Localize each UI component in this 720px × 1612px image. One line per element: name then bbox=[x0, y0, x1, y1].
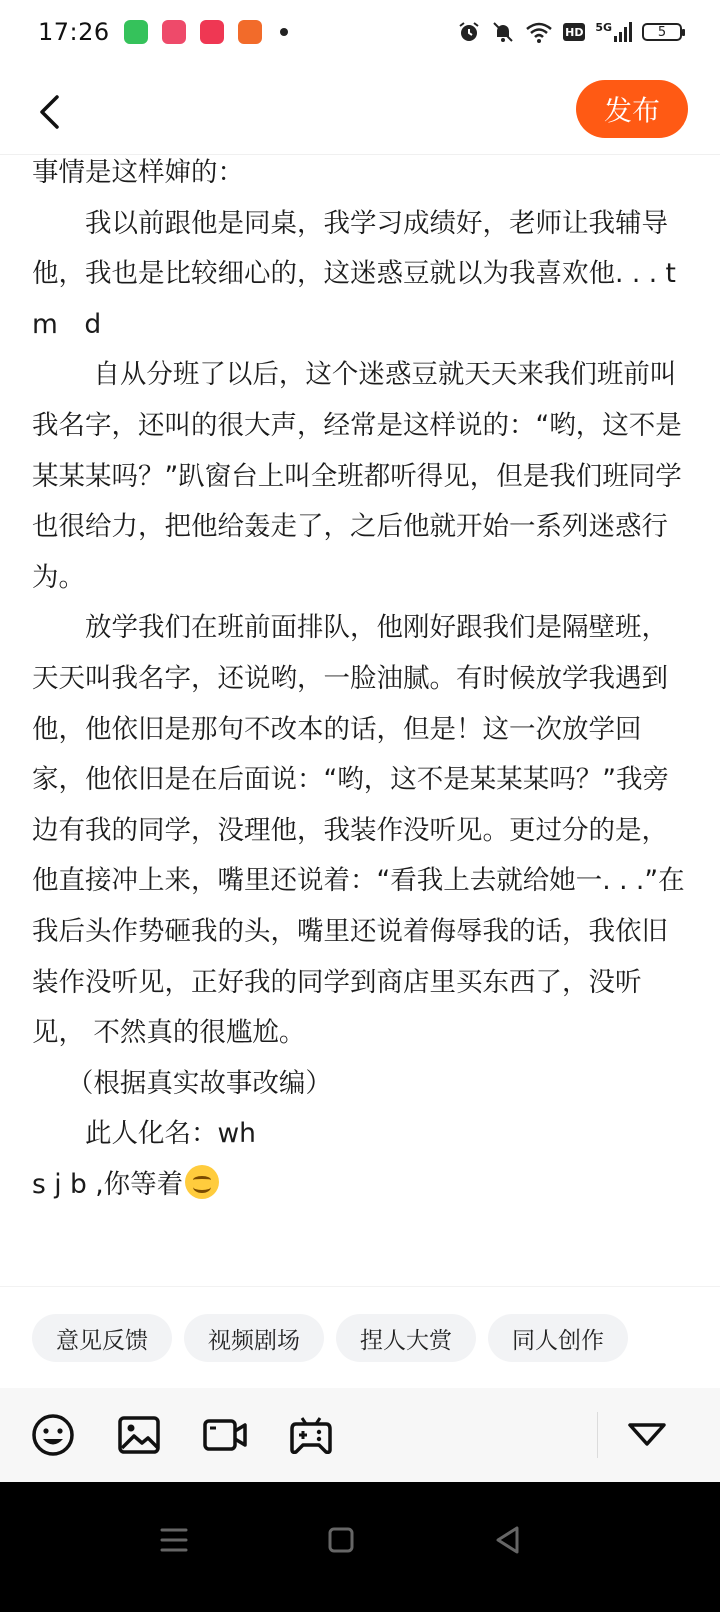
image-button[interactable] bbox=[116, 1412, 162, 1458]
alarm-icon bbox=[457, 20, 481, 44]
paragraph: 放学我们在班前面排队，他刚好跟我们是隔壁班，天天叫我名字，还说哟，一脸油腻。有时候放学我遇到他，他依旧是那句不改本的话，但是！这一次放学回家，他依旧是在后面说：“哟，这不是某某某吗？”我旁边有我的同学，没理他，我装作没听见。更过分的是，他直接冲上来，嘴里还说着：“看我上去就给她一. . .”在我后头作势砸我的头，嘴里还说着侮辱我的话，我依旧装作没听见，正好我的同学到商店里买东西了，没听见， 不然真的很尴尬。 bbox=[32, 612, 685, 1049]
network-type-label: 5G bbox=[595, 21, 612, 34]
collapse-keyboard-button[interactable] bbox=[624, 1412, 670, 1458]
paragraph: 自从分班了以后，这个迷惑豆就天天来我们班前叫我名字，还叫的很大声，经常是这样说的：“哟，这不是某某某吗？”趴窗台上叫全班都听得见，但是我们班同学也很给力，把他给轰走了，之后他就开始一系列迷惑行为。 bbox=[32, 359, 682, 593]
menu-icon bbox=[144, 1510, 204, 1570]
paragraph: 我以前跟他是同桌，我学习成绩好，老师让我辅导他，我也是比较细心的，这迷惑豆就以为我喜欢他. . . t m d bbox=[32, 207, 703, 340]
triangle-down-icon bbox=[624, 1412, 670, 1458]
triangle-left-icon bbox=[478, 1510, 538, 1570]
game-button[interactable] bbox=[288, 1412, 334, 1458]
tag-fan-creation[interactable]: 同人创作 bbox=[488, 1314, 628, 1362]
square-icon bbox=[311, 1510, 371, 1570]
battery-icon: 5 bbox=[642, 23, 682, 41]
app-notification-icon bbox=[162, 20, 186, 44]
status-time: 17:26 bbox=[38, 18, 110, 46]
signal-5g bbox=[595, 22, 632, 42]
app-notification-icon bbox=[238, 20, 262, 44]
gamepad-icon bbox=[288, 1412, 334, 1458]
paragraph-text: s j b ,你等着 bbox=[32, 1168, 184, 1200]
emoji-button[interactable] bbox=[30, 1412, 76, 1458]
status-left bbox=[38, 18, 288, 46]
home-button[interactable] bbox=[311, 1510, 371, 1570]
system-nav-bar bbox=[0, 1482, 720, 1612]
paragraph: （根据真实故事改编） bbox=[32, 1067, 332, 1099]
last-paragraph bbox=[32, 1160, 692, 1211]
chevron-left-icon bbox=[37, 94, 63, 130]
divider bbox=[0, 1286, 720, 1287]
topic-tags bbox=[32, 1314, 628, 1362]
tag-video-theater[interactable]: 视频剧场 bbox=[184, 1314, 324, 1362]
app-notification-icon bbox=[124, 20, 148, 44]
emoji-icon bbox=[30, 1412, 76, 1458]
hd-badge: HD bbox=[563, 23, 585, 41]
video-app-notification-icon bbox=[200, 20, 224, 44]
video-icon bbox=[202, 1412, 248, 1458]
image-icon bbox=[116, 1412, 162, 1458]
status-right bbox=[457, 20, 682, 44]
post-body-editor[interactable] bbox=[32, 148, 703, 1210]
recent-apps-button[interactable] bbox=[144, 1510, 204, 1570]
paragraph: 事情是这样婶的： bbox=[32, 157, 244, 188]
more-notifications-dot-icon bbox=[280, 28, 288, 36]
top-nav bbox=[0, 74, 720, 155]
status-bar bbox=[0, 0, 720, 64]
video-button[interactable] bbox=[202, 1412, 248, 1458]
publish-button[interactable]: 发布 bbox=[576, 80, 688, 138]
back-button[interactable] bbox=[22, 84, 78, 140]
mute-icon bbox=[491, 20, 515, 44]
back-system-button[interactable] bbox=[478, 1510, 538, 1570]
smiling-emoji-icon bbox=[185, 1165, 219, 1199]
wifi-icon bbox=[525, 20, 553, 44]
toolbar-separator bbox=[597, 1412, 598, 1458]
tag-feedback[interactable]: 意见反馈 bbox=[32, 1314, 172, 1362]
tag-character-showcase[interactable]: 捏人大赏 bbox=[336, 1314, 476, 1362]
editor-toolbar bbox=[0, 1388, 720, 1482]
paragraph: 此人化名：wh bbox=[32, 1118, 256, 1150]
signal-icon bbox=[614, 22, 632, 42]
